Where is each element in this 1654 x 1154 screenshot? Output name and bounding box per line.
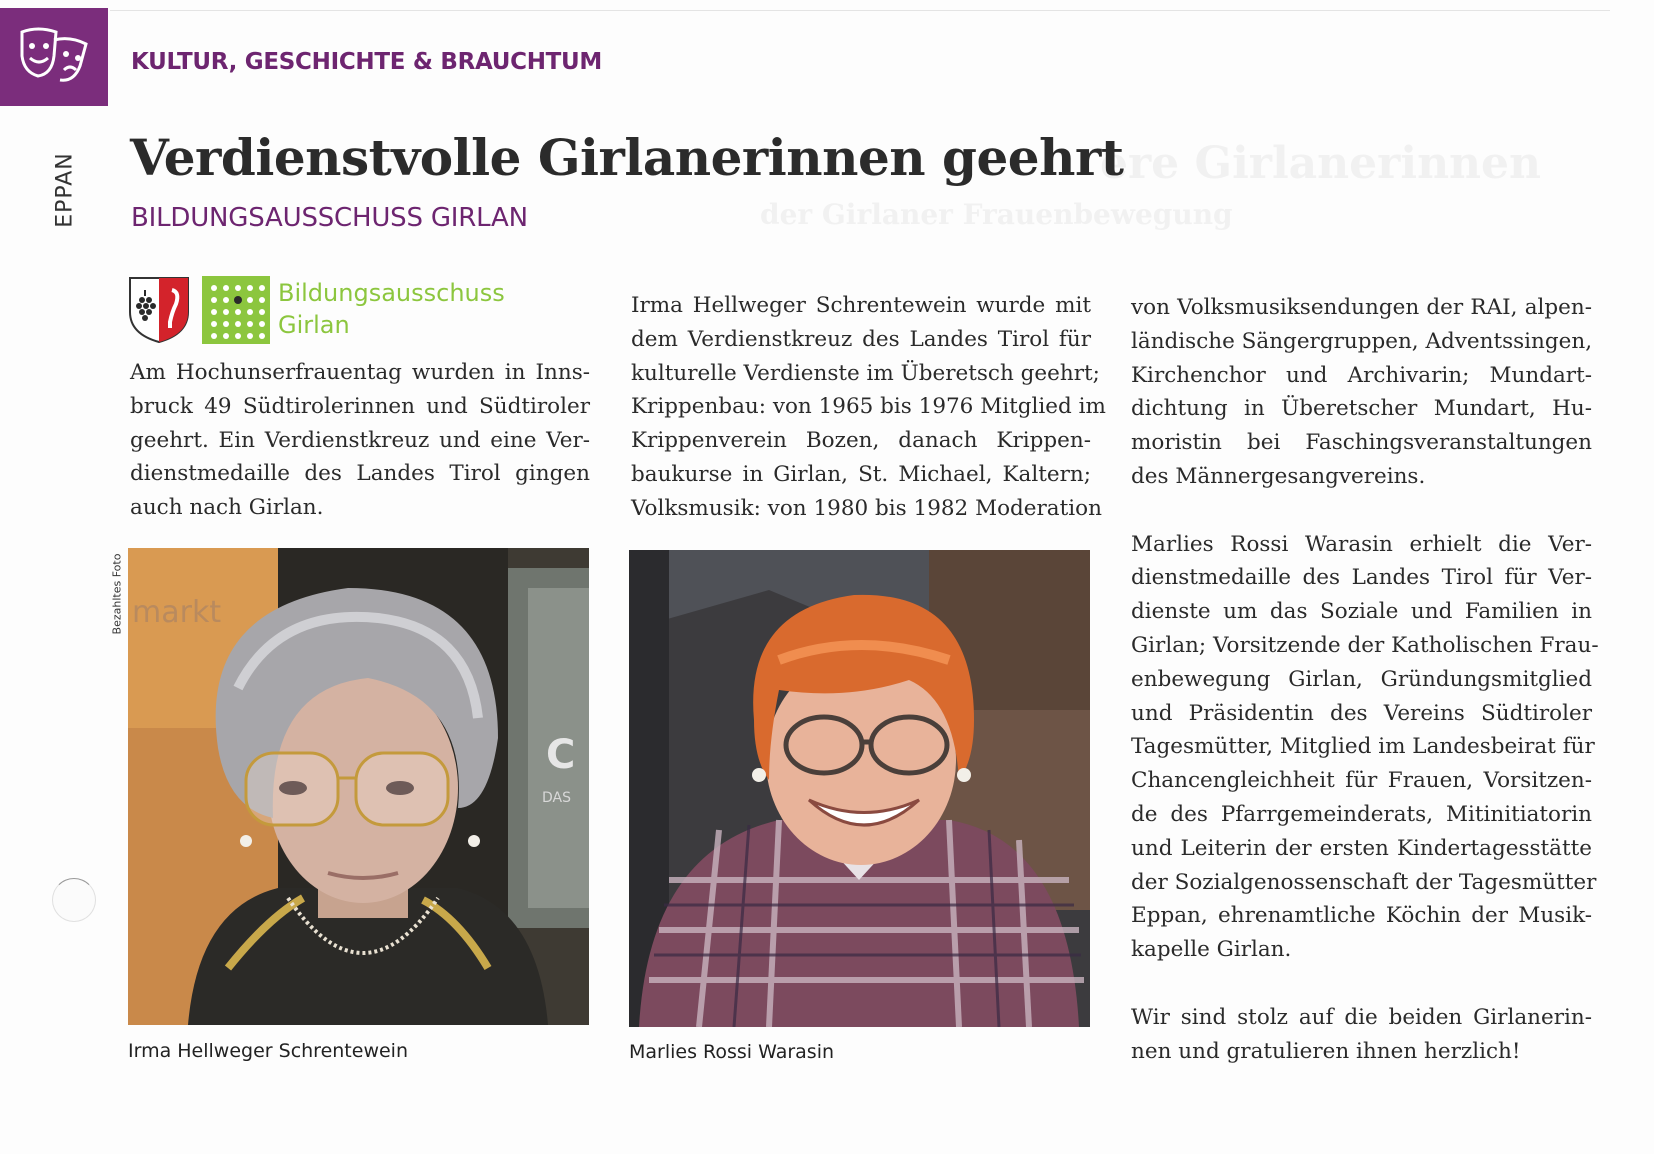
side-label — [45, 140, 85, 240]
text-line: de des Pfarrgemeinderats, Mitinitiatorin — [1131, 801, 1592, 827]
paragraph-gap — [1131, 494, 1592, 528]
logo-text-line2: Girlan — [278, 311, 350, 339]
dot-grid-logo-icon — [202, 276, 270, 344]
text-line: Krippenverein Bozen, danach Krippen- — [631, 428, 1091, 454]
text-line: Girlan; Vorsitzende der Katholischen Frau- — [1131, 632, 1599, 658]
photo-bg-text: markt — [132, 595, 222, 630]
bildungsausschuss-logo — [128, 276, 518, 346]
logo-text — [278, 277, 505, 341]
text-line: dienstmedaille des Landes Tirol gingen — [130, 461, 590, 487]
text-line: auch nach Girlan. — [130, 495, 324, 521]
text-line: Eppan, ehrenamtliche Köchin der Musik- — [1131, 903, 1592, 929]
punch-hole — [52, 878, 96, 922]
text-line: der Sozialgenossenschaft der Tagesmütter — [1131, 869, 1597, 895]
photo-credit-text: Bezahltes Foto — [110, 553, 124, 635]
text-line: dem Verdienstkreuz des Landes Tirol für — [631, 326, 1091, 352]
text-line: Wir sind stolz auf die beiden Girlanerin- — [1131, 1004, 1592, 1030]
text-line: Krippenbau: von 1965 bis 1976 Mitglied im — [631, 394, 1106, 420]
text-line: und Leiterin der ersten Kindertagesstätte — [1131, 835, 1592, 861]
text-line: geehrt. Ein Verdienstkreuz und eine Ver- — [130, 427, 590, 453]
logo-text-line1: Bildungsausschuss — [278, 279, 505, 307]
side-label-text: EPPAN — [52, 152, 78, 228]
photo-caption-2: Marlies Rossi Warasin — [629, 1041, 835, 1063]
photo-marlies-rossi-warasin — [629, 550, 1090, 1027]
text-line: Chancengleichheit für Frauen, Vorsitzen- — [1131, 768, 1592, 794]
article-subtitle: BILDUNGSAUSSCHUSS GIRLAN — [131, 203, 528, 233]
coat-of-arms-icon — [128, 276, 190, 344]
section-title: KULTUR, GESCHICHTE & BRAUCHTUM — [131, 49, 603, 75]
text-line: dichtung in Überetscher Mundart, Hu- — [1131, 396, 1592, 422]
text-line: bruck 49 Südtirolerinnen und Südtiroler — [130, 393, 590, 419]
article-column-1 — [130, 356, 590, 525]
text-line: moristin bei Faschingsveranstaltungen — [1131, 430, 1592, 456]
text-line: enbewegung Girlan, Gründungsmitglied — [1131, 666, 1592, 692]
text-line: nen und gratulieren ihnen herzlich! — [1131, 1038, 1521, 1064]
text-line: kulturelle Verdienste im Überetsch geehrt; — [631, 360, 1100, 386]
text-line: Am Hochunserfrauentag wurden in Inns- — [130, 360, 590, 385]
show-through-subline: der Girlaner Frauenbewegung — [760, 198, 1233, 231]
text-line: dienste um das Soziale und Familien in — [1131, 599, 1592, 625]
text-line: Irma Hellweger Schrentewein wurde mit — [631, 293, 1091, 318]
text-line: Marlies Rossi Warasin erhielt die Ver- — [1131, 531, 1592, 557]
text-line: kapelle Girlan. — [1131, 937, 1292, 963]
top-rule — [110, 10, 1610, 11]
text-line: ländische Sängergruppen, Adventssingen, — [1131, 328, 1593, 354]
show-through-headline: ere Girlanerinnen — [1100, 138, 1542, 189]
theater-masks-icon — [16, 24, 92, 90]
photo-caption-1: Irma Hellweger Schrentewein — [128, 1040, 408, 1062]
paragraph-gap — [1131, 967, 1592, 1001]
text-line: Kirchenchor und Archivarin; Mundart- — [1131, 362, 1592, 388]
text-line: baukurse in Girlan, St. Michael, Kaltern; — [631, 461, 1091, 487]
photo-bg-sign-sub: DAS — [542, 790, 571, 806]
article-headline: Verdienstvolle Girlanerinnen geehrt — [130, 128, 1124, 187]
photo-bg-sign: C — [546, 732, 576, 778]
text-line: Volksmusik: von 1980 bis 1982 Moderation — [631, 495, 1102, 521]
section-badge — [0, 8, 108, 106]
article-column-3 — [1131, 291, 1599, 1068]
text-line: des Männergesangvereins. — [1131, 463, 1426, 489]
text-line: dienstmedaille des Landes Tirol für Ver- — [1131, 565, 1592, 591]
photo-credit — [110, 548, 124, 640]
text-line: und Präsidentin des Vereins Südtiroler — [1131, 700, 1592, 726]
article-column-2 — [631, 289, 1106, 526]
text-line: von Volksmusiksendungen der RAI, alpen- — [1131, 295, 1592, 320]
photo-irma-hellweger-schrentewein — [128, 548, 589, 1025]
text-line: Tagesmütter, Mitglied im Landesbeirat für — [1131, 734, 1595, 760]
